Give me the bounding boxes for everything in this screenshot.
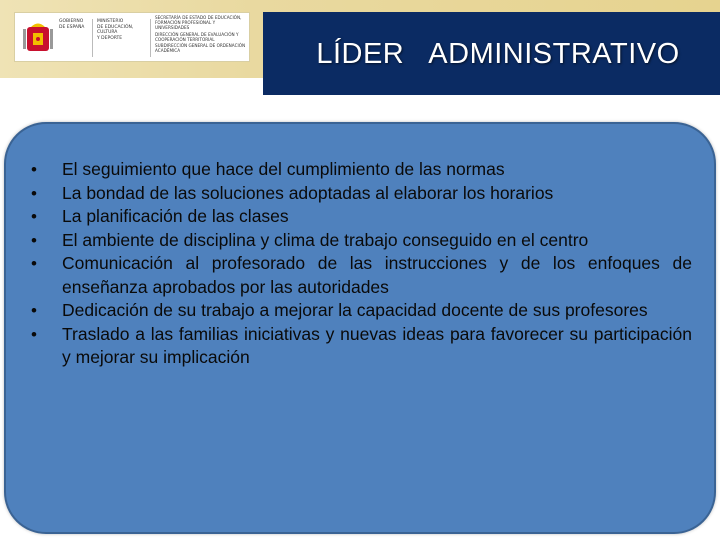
page-title: LÍDER ADMINISTRATIVO [316, 38, 680, 70]
bullet-icon: • [31, 301, 37, 320]
bullet-icon: • [31, 254, 37, 273]
list-item: • El ambiente de disciplina y clima de trabajo conseguido en el centro [28, 229, 692, 253]
bullet-icon: • [31, 183, 37, 203]
bullet-icon: • [31, 207, 37, 226]
bullet-list [28, 158, 692, 370]
ministry-logo [14, 12, 250, 62]
ministry-label: MINISTERIO DE EDUCACIÓN, CULTURA Y DEPORTE [97, 19, 151, 57]
coat-of-arms-icon [21, 19, 55, 57]
list-item: • Dedicación de su trabajo a mejorar la capacidad docente de sus profesores [28, 299, 692, 323]
bullet-icon: • [31, 230, 37, 250]
list-item: • Comunicación al profesorado de las instrucciones y de los enfoques de enseñanza aprobados por las autoridades [28, 252, 692, 299]
list-item: • La bondad de las soluciones adoptadas al elaborar los horarios [28, 182, 692, 206]
list-item: • El seguimiento que hace del cumplimiento de las normas [28, 158, 692, 182]
bullet-icon: • [31, 160, 37, 179]
list-item: • Traslado a las familias iniciativas y nuevas ideas para favorecer su participación y mejorar su implicación [28, 323, 692, 370]
list-item: • La planificación de las clases [28, 205, 692, 229]
title-bar [263, 12, 720, 95]
bullet-icon: • [31, 324, 37, 344]
secretariat-label: SECRETARÍA DE ESTADO DE EDUCACIÓN, FORMACIÓN PROFESIONAL Y UNIVERSIDADES DIRECCIÓN GENERAL DE EVALUACIÓN Y COOPERACIÓN TERRITORIAL SUBDIRECCIÓN GENERAL DE ORDENACIÓN ACADÉMICA [155, 15, 246, 54]
government-label: GOBIERNO DE ESPAÑA [59, 19, 93, 57]
